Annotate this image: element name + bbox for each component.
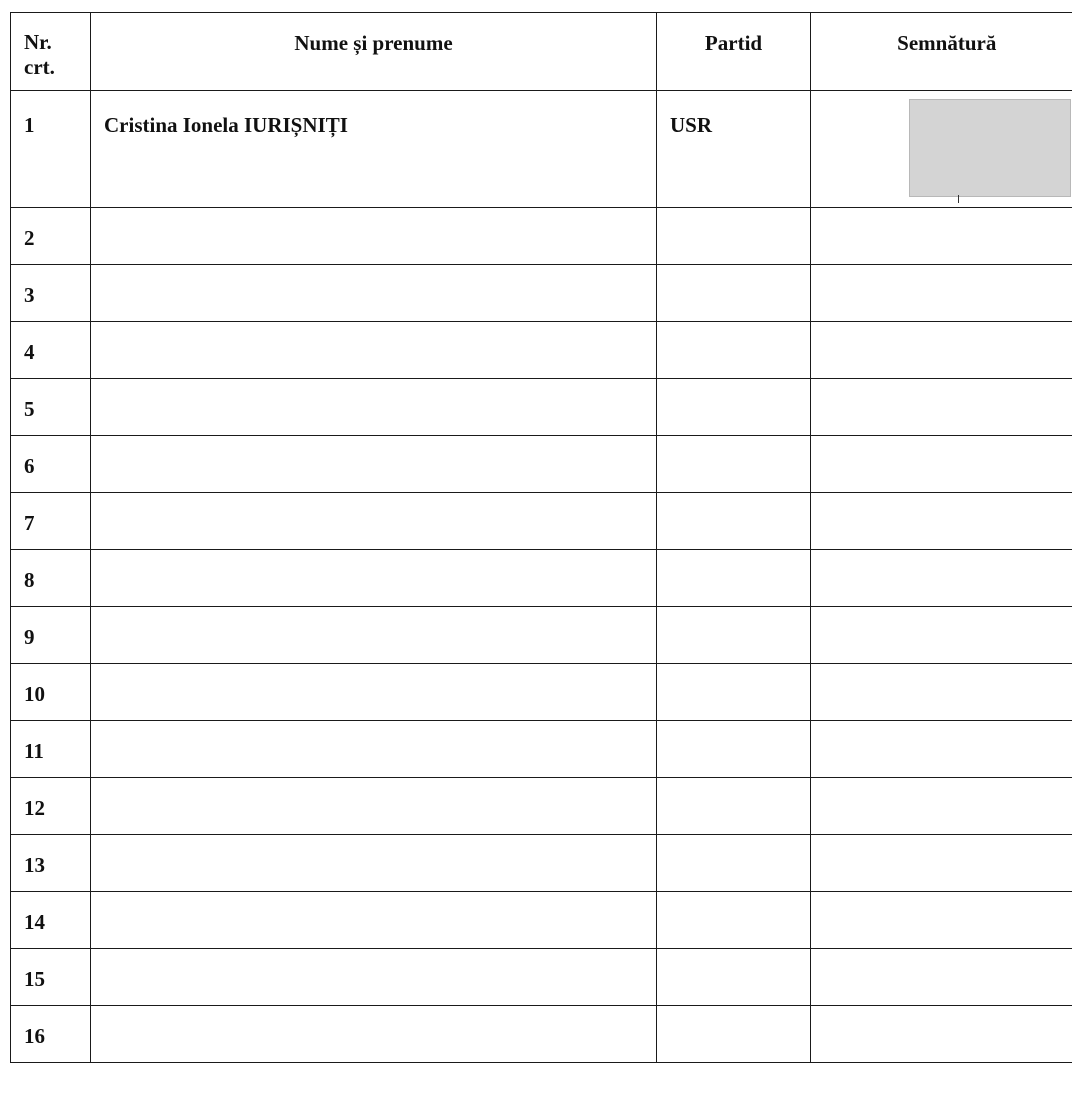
row-party-cell: [657, 949, 811, 1006]
row-name-cell: [91, 322, 657, 379]
row-party-cell: [657, 550, 811, 607]
row-signature-cell: [811, 1006, 1072, 1063]
row-party-cell: [657, 607, 811, 664]
row-party: [657, 493, 810, 511]
row-name: [91, 721, 656, 739]
row-name: [91, 607, 656, 625]
row-party-cell: [657, 379, 811, 436]
row-name: [91, 778, 656, 796]
row-party-cell: [657, 208, 811, 265]
row-name-cell: [91, 664, 657, 721]
table-row: [11, 778, 1072, 835]
row-party: [657, 892, 810, 910]
row-party-cell: [657, 322, 811, 379]
row-name-cell: [91, 493, 657, 550]
row-name-cell: [91, 949, 657, 1006]
row-party: [657, 721, 810, 739]
row-signature-cell: [811, 664, 1072, 721]
row-signature-cell: [811, 493, 1072, 550]
table-row: [11, 607, 1072, 664]
table-row: [11, 436, 1072, 493]
row-name-cell: [91, 208, 657, 265]
row-nr: 13: [24, 853, 45, 877]
row-party-cell: [657, 1006, 811, 1063]
signature-stroke-mark: [958, 195, 959, 203]
row-name-cell: [91, 721, 657, 778]
row-party: [657, 1006, 810, 1024]
row-nr-cell: [11, 436, 91, 493]
row-nr-cell: [11, 208, 91, 265]
row-name: [91, 265, 656, 283]
row-name-cell: [91, 436, 657, 493]
row-party-cell: [657, 778, 811, 835]
row-party: [657, 379, 810, 397]
row-nr-cell: [11, 949, 91, 1006]
header-nr: [11, 13, 91, 91]
row-signature-cell: [811, 949, 1072, 1006]
table-row: [11, 322, 1072, 379]
row-party-cell: [657, 664, 811, 721]
row-party: [657, 322, 810, 340]
row-name: Cristina Ionela IURIȘNIȚI: [104, 113, 348, 137]
row-nr: 4: [24, 340, 35, 364]
row-party: [657, 949, 810, 967]
row-nr: 5: [24, 397, 35, 421]
row-nr: 1: [24, 113, 35, 137]
row-name: [91, 379, 656, 397]
row-party-cell: [657, 835, 811, 892]
row-signature-cell: [811, 208, 1072, 265]
row-party-cell: [657, 91, 811, 208]
row-party: [657, 208, 810, 226]
row-party-cell: [657, 493, 811, 550]
row-nr: 8: [24, 568, 35, 592]
row-signature-cell: [811, 265, 1072, 322]
table-header-row: [11, 13, 1072, 91]
row-nr: 15: [24, 967, 45, 991]
row-nr: 12: [24, 796, 45, 820]
row-name: [91, 550, 656, 568]
row-party: [657, 664, 810, 682]
header-nr-line2: crt.: [24, 55, 55, 79]
row-name: [91, 493, 656, 511]
row-party: [657, 550, 810, 568]
row-nr: 10: [24, 682, 45, 706]
row-nr: 3: [24, 283, 35, 307]
row-nr-cell: [11, 265, 91, 322]
row-name-cell: [91, 91, 657, 208]
table-row: [11, 664, 1072, 721]
row-nr-cell: [11, 1006, 91, 1063]
row-signature-cell: [811, 892, 1072, 949]
row-signature-cell: [811, 835, 1072, 892]
row-nr-cell: [11, 91, 91, 208]
table-row: [11, 1006, 1072, 1063]
row-name: [91, 664, 656, 682]
table-body: [11, 91, 1072, 1063]
row-nr-cell: [11, 322, 91, 379]
table-row: [11, 835, 1072, 892]
table-row: [11, 550, 1072, 607]
row-party-cell: [657, 436, 811, 493]
header-signature: Semnătură: [811, 13, 1072, 91]
header-name: Nume și prenume: [91, 13, 657, 91]
signature-table: [10, 12, 1072, 1063]
row-signature-cell: [811, 721, 1072, 778]
table-row: [11, 721, 1072, 778]
header-nr-line1: Nr.: [24, 30, 52, 54]
row-party: [657, 835, 810, 853]
table-row: [11, 265, 1072, 322]
row-name-cell: [91, 607, 657, 664]
row-nr: 14: [24, 910, 45, 934]
row-nr-cell: [11, 721, 91, 778]
row-name-cell: [91, 265, 657, 322]
redacted-signature: [909, 99, 1071, 197]
row-party-cell: [657, 265, 811, 322]
row-name-cell: [91, 1006, 657, 1063]
row-nr: 11: [24, 739, 44, 763]
row-nr-cell: [11, 664, 91, 721]
row-name: [91, 208, 656, 226]
row-nr-cell: [11, 550, 91, 607]
table-row: [11, 892, 1072, 949]
row-name: [91, 436, 656, 454]
row-signature-cell: [811, 436, 1072, 493]
header-party: Partid: [657, 13, 811, 91]
row-nr: 9: [24, 625, 35, 649]
row-party: [657, 778, 810, 796]
table-row: [11, 493, 1072, 550]
row-party-cell: [657, 721, 811, 778]
row-party-cell: [657, 892, 811, 949]
row-name-cell: [91, 550, 657, 607]
table-row: [11, 379, 1072, 436]
table-row: [11, 208, 1072, 265]
row-party: [657, 607, 810, 625]
row-nr-cell: [11, 778, 91, 835]
row-name-cell: [91, 778, 657, 835]
row-nr: 6: [24, 454, 35, 478]
row-nr-cell: [11, 835, 91, 892]
row-nr-cell: [11, 493, 91, 550]
row-nr: 16: [24, 1024, 45, 1048]
row-party: USR: [670, 113, 713, 137]
row-signature-cell: [811, 379, 1072, 436]
row-nr-cell: [11, 892, 91, 949]
row-name: [91, 1006, 656, 1024]
table-row: [11, 91, 1072, 208]
row-signature-cell: [811, 322, 1072, 379]
table-row: [11, 949, 1072, 1006]
row-name: [91, 949, 656, 967]
row-party: [657, 265, 810, 283]
row-party: [657, 436, 810, 454]
row-signature-cell: [811, 550, 1072, 607]
row-signature-cell: [811, 778, 1072, 835]
row-signature-cell: [811, 91, 1072, 208]
row-nr: 7: [24, 511, 35, 535]
row-name: [91, 892, 656, 910]
row-name: [91, 835, 656, 853]
row-signature-cell: [811, 607, 1072, 664]
row-nr-cell: [11, 607, 91, 664]
row-name-cell: [91, 835, 657, 892]
row-nr: 2: [24, 226, 35, 250]
row-nr-cell: [11, 379, 91, 436]
row-name: [91, 322, 656, 340]
row-name-cell: [91, 892, 657, 949]
row-name-cell: [91, 379, 657, 436]
